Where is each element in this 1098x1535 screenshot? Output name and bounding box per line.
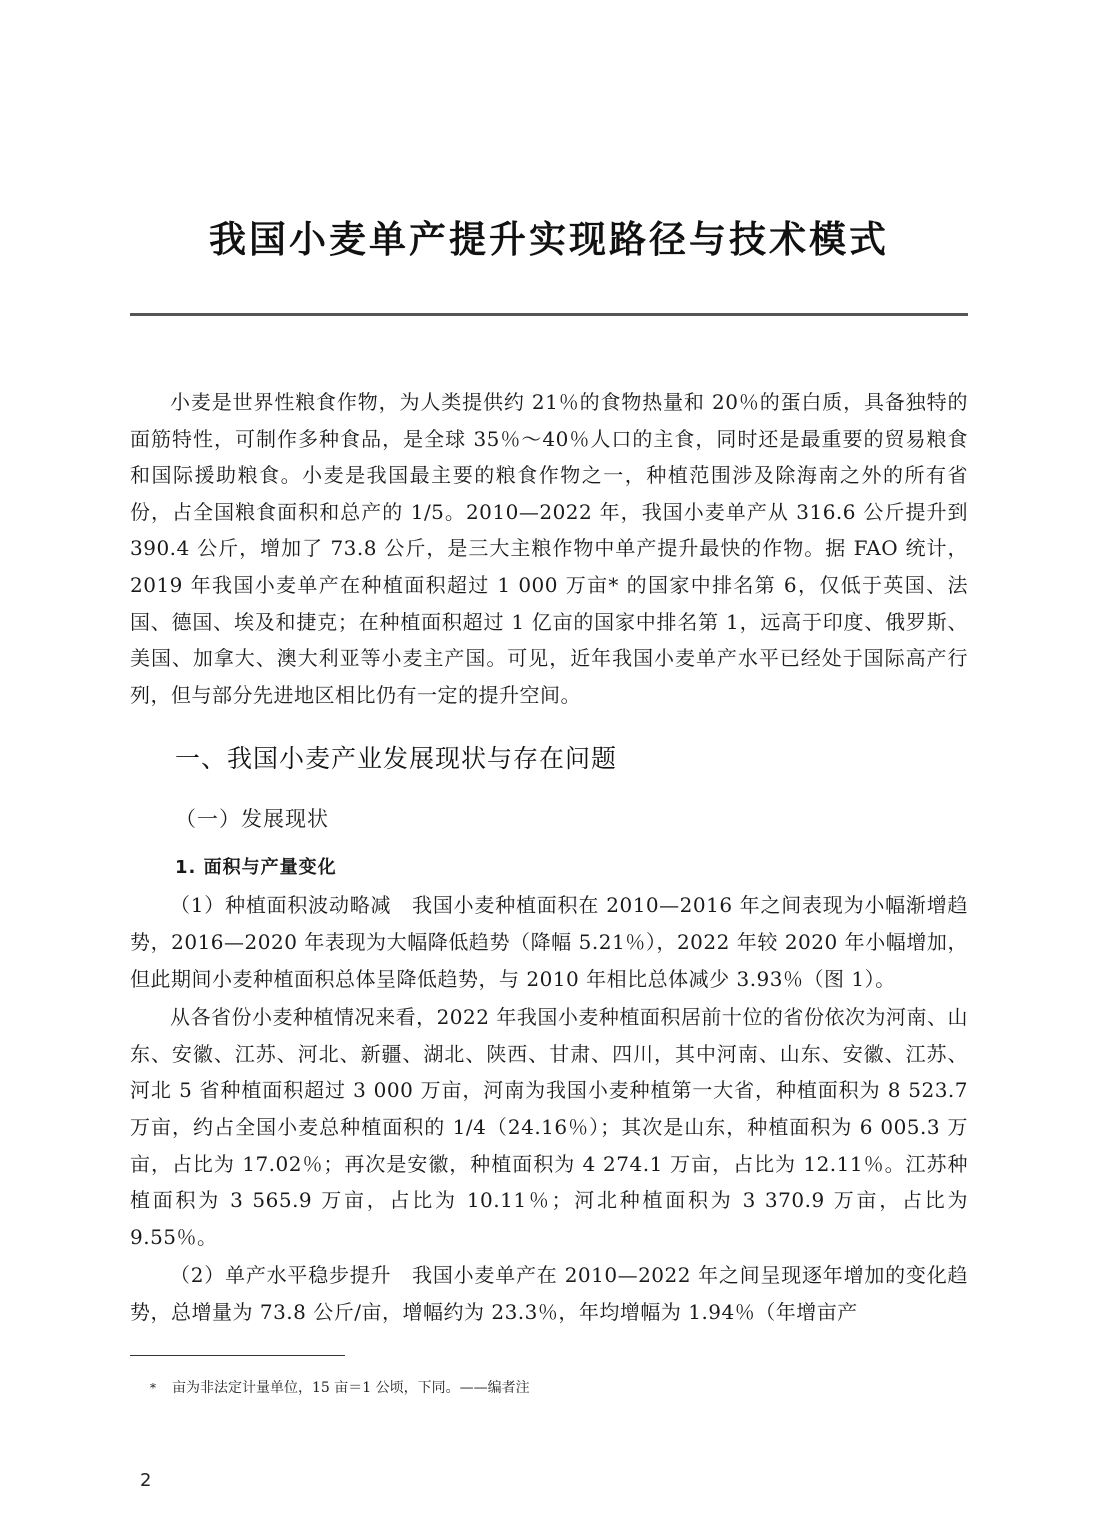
body-paragraph-area: （1）种植面积波动略减 我国小麦种植面积在 2010—2016 年之间表现为小幅渐增趋势，2016—2020 年表现为大幅降低趋势（降幅 5.21％），2022 年较 2020 年小幅增加，但此期间小麦种植面积总体呈降低趋势，与 2010 年相比总体减少 3.93％（图 1）。 bbox=[130, 893, 968, 991]
footnote-divider bbox=[130, 1355, 345, 1356]
footnote-mark: * bbox=[150, 1381, 156, 1395]
section-heading: 一、我国小麦产业发展现状与存在问题 bbox=[175, 744, 618, 774]
item-heading: 1. 面积与产量变化 bbox=[175, 857, 337, 879]
article-body bbox=[130, 384, 968, 1330]
intro-paragraph: 小麦是世界性粮食作物，为人类提供约 21％的食物热量和 20％的蛋白质，具备独特的面筋特性，可制作多种食品，是全球 35％～40％人口的主食，同时还是最重要的贸易粮食和国际援助粮食。小麦是我国最主要的粮食作物之一，种植范围涉及除海南之外的所有省份，占全国粮食面积和总产的 1/5。2010—2022 年，我国小麦单产从 316.6 公斤提升到 390.4 公斤，增加了 73.8 公斤，是三大主粮作物中单产提升最快的作物。据 FAO 统计，2019 年我国小麦单产在种植面积超过 1 000 万亩* 的国家中排名第 6，仅低于英国、法国、德国、埃及和捷克；在种植面积超过 1 亿亩的国家中排名第 1，远高于印度、俄罗斯、美国、加拿大、澳大利亚等小麦主产国。可见，近年我国小麦单产水平已经处于国际高产行列，但与部分先进地区相比仍有一定的提升空间。 bbox=[130, 390, 968, 707]
footnote-text: 亩为非法定计量单位，15 亩＝1 公顷，下同。——编者注 bbox=[172, 1380, 530, 1396]
title-divider bbox=[130, 313, 968, 316]
document-title: 我国小麦单产提升实现路径与技术模式 bbox=[209, 218, 889, 261]
subsection-heading: （一）发展现状 bbox=[175, 807, 329, 832]
footnote bbox=[150, 1377, 530, 1399]
body-paragraph-provinces: 从各省份小麦种植情况来看，2022 年我国小麦种植面积居前十位的省份依次为河南、山东、安徽、江苏、河北、新疆、湖北、陕西、甘肃、四川，其中河南、山东、安徽、江苏、河北 5 省种植面积超过 3 000 万亩，河南为我国小麦种植第一大省，种植面积为 8 523.7 万亩，约占全国小麦总种植面积的 1/4（24.16％）；其次是山东，种植面积为 6 005.3 万亩，占比为 17.02％；再次是安徽，种植面积为 4 274.1 万亩，占比为 12.11％。江苏种植面积为 3 565.9 万亩，占比为 10.11％；河北种植面积为 3 370.9 万亩，占比为 9.55％。 bbox=[130, 1005, 968, 1249]
page-number: 2 bbox=[140, 1470, 152, 1491]
body-paragraph-yield: （2）单产水平稳步提升 我国小麦单产在 2010—2022 年之间呈现逐年增加的变化趋势，总增量为 73.8 公斤/亩，增幅约为 23.3％，年均增幅为 1.94％（年增亩产 bbox=[130, 1263, 968, 1324]
